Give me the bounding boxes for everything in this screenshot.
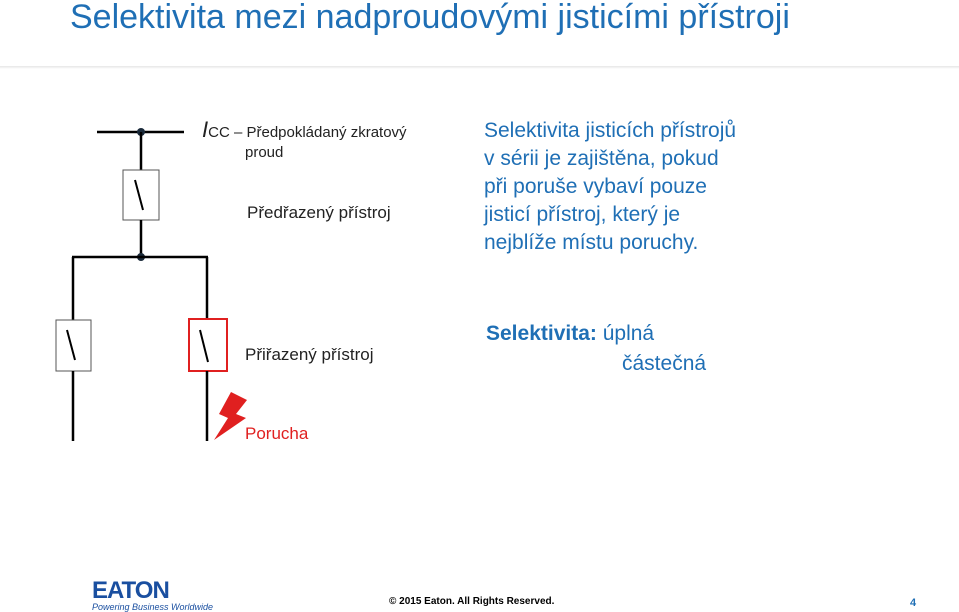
icc-label: ICC – Předpokládaný zkratový — [202, 117, 407, 142]
logo-tagline: Powering Business Worldwide — [92, 602, 214, 612]
slide-title: Selektivita mezi nadproudovými jisticími přístroji — [70, 0, 790, 36]
description-line: při poruše vybaví pouze — [484, 175, 707, 198]
upstream-device-label: Předřazený přístroj — [247, 203, 391, 222]
selectivity-partial: částečná — [622, 352, 707, 375]
selectivity-full: úplná — [596, 322, 655, 345]
eaton-logo — [92, 577, 214, 612]
selectivity-types — [486, 322, 654, 346]
left-branch-breaker — [56, 320, 91, 371]
downstream-device-label: Přiřazený přístroj — [245, 345, 374, 364]
right-branch-breaker-highlighted — [189, 319, 227, 371]
description-line: v sérii je zajištěna, pokud — [484, 147, 719, 170]
logo-wordmark: EATON — [92, 577, 169, 604]
upstream-breaker — [123, 170, 159, 220]
copyright-text: © 2015 Eaton. All Rights Reserved. — [389, 596, 555, 607]
description-line: Selektivita jisticích přístrojů — [484, 119, 737, 142]
description-line: nejblíže místu poruchy. — [484, 231, 699, 254]
selectivity-description — [484, 117, 736, 257]
selectivity-heading: Selektivita: — [486, 322, 597, 345]
fault-label: Porucha — [245, 424, 309, 443]
page-number: 4 — [910, 597, 917, 609]
fault-lightning-icon — [214, 392, 247, 440]
icc-label-continued: proud — [245, 144, 284, 161]
description-line: jisticí přístroj, který je — [484, 203, 681, 226]
